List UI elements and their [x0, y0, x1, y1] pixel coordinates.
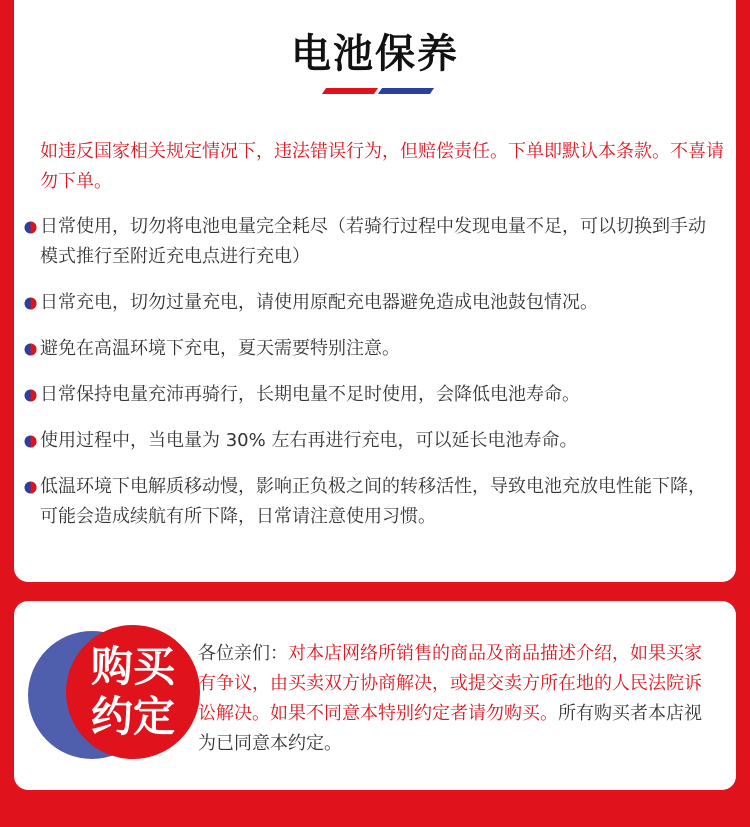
red-blue-dot-icon — [24, 435, 37, 448]
care-tips-list — [22, 212, 722, 548]
red-stripe — [322, 88, 378, 94]
section-title: 电池保养 — [291, 31, 459, 77]
red-blue-dot-icon — [24, 221, 37, 234]
agreement-body: 对本店网络所销售的商品及商品描述介绍，如果买家有争议，由买卖双方协商解决，或提交卖方所在地的人民法院诉讼解决。如果不同意本特别约定者请勿购买。 — [198, 643, 702, 724]
battery-care-card — [14, 0, 736, 582]
agreement-badge — [28, 625, 188, 765]
list-item-text: 避免在高温环境下充电，夏天需要特别注意。 — [40, 338, 400, 359]
list-item — [22, 288, 722, 318]
agreement-suffix: 所有购买者本店视为已同意本约定。 — [198, 703, 702, 754]
list-item — [22, 380, 722, 410]
badge-line-1: 购买 — [90, 642, 175, 691]
list-item-text: 使用过程中，当电量为 30% 左右再进行充电，可以延长电池寿命。 — [40, 430, 578, 451]
list-item — [22, 472, 722, 532]
warning-text: 如违反国家相关规定情况下，违法错误行为，但赔偿责任。下单即默认本条款。不喜请勿下单。 — [40, 141, 724, 192]
purchase-agreement-card — [14, 601, 736, 790]
list-item-text: 日常使用，切勿将电池电量完全耗尽（若骑行过程中发现电量不足，可以切换到手动模式推行至附近充电点进行充电） — [40, 216, 706, 267]
badge-line-2: 约定 — [90, 692, 175, 741]
red-blue-dot-icon — [24, 343, 37, 356]
list-item-text: 日常充电，切勿过量充电，请使用原配充电器避免造成电池鼓包情况。 — [40, 292, 598, 313]
list-item-text: 低温环境下电解质移动慢，影响正负极之间的转移活性，导致电池充放电性能下降，可能会造成续航有所下降，日常请注意使用习惯。 — [40, 476, 706, 527]
list-item — [22, 334, 722, 364]
agreement-text — [198, 639, 718, 759]
list-item-text: 日常保持电量充沛再骑行，长期电量不足时使用，会降低电池寿命。 — [40, 384, 580, 405]
red-blue-dot-icon — [24, 297, 37, 310]
red-blue-dot-icon — [24, 389, 37, 402]
blue-stripe — [378, 88, 434, 94]
title-stripes — [322, 88, 432, 96]
red-blue-dot-icon — [24, 481, 37, 494]
agreement-prefix: 各位亲们： — [198, 643, 288, 664]
list-item — [22, 212, 722, 272]
list-item — [22, 426, 722, 456]
badge-red-circle — [66, 625, 200, 759]
